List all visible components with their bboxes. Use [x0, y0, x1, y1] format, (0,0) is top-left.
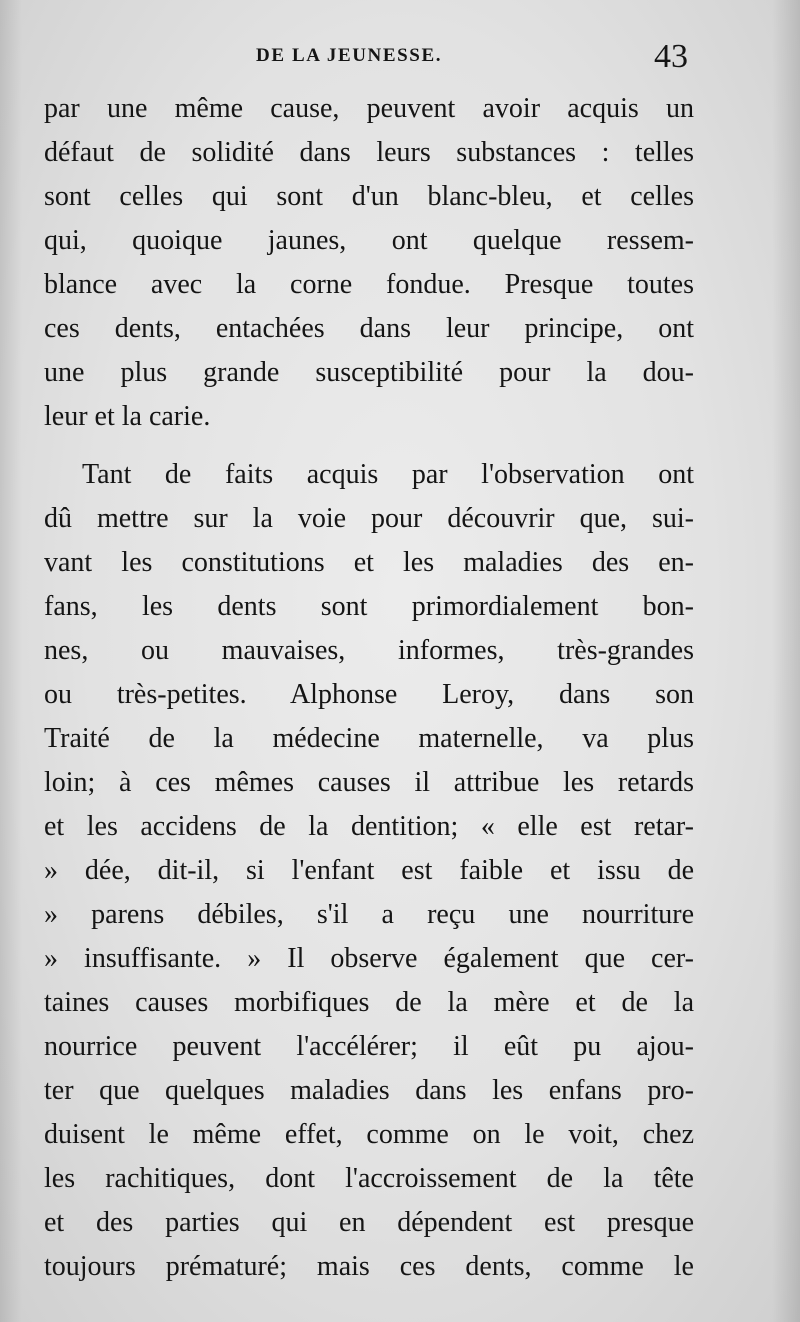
text-line: nourrice peuvent l'accélérer; il eût pu ajou-	[44, 1031, 694, 1062]
text-line: » parens débiles, s'il a reçu une nourriture	[44, 899, 694, 930]
running-title: DE LA JEUNESSE.	[256, 45, 443, 66]
text-line: dû mettre sur la voie pour découvrir que, sui-	[44, 503, 694, 534]
text-line: loin; à ces mêmes causes il attribue les retards	[44, 767, 694, 798]
text-line: qui, quoique jaunes, ont quelque ressem-	[44, 225, 694, 256]
text-line: défaut de solidité dans leurs substances : telles	[44, 137, 694, 168]
page-edge-shadow	[772, 0, 800, 1322]
text-line: ces dents, entachées dans leur principe, ont	[44, 313, 694, 344]
body-text	[44, 87, 694, 1289]
text-line: Tant de faits acquis par l'observation ont	[82, 459, 694, 490]
text-line: et les accidens de la dentition; « elle est retar-	[44, 811, 694, 842]
text-line: vant les constitutions et les maladies des en-	[44, 547, 694, 578]
text-line: » dée, dit-il, si l'enfant est faible et issu de	[44, 855, 694, 886]
text-line: duisent le même effet, comme on le voit, chez	[44, 1119, 694, 1150]
running-head	[44, 38, 694, 82]
text-line: ou très-petites. Alphonse Leroy, dans son	[44, 679, 694, 710]
page-number: 43	[654, 38, 688, 75]
text-line: toujours prématuré; mais ces dents, comme le	[44, 1251, 694, 1282]
text-line: ter que quelques maladies dans les enfans pro-	[44, 1075, 694, 1106]
text-line: leur et la carie.	[44, 401, 211, 432]
text-line: blance avec la corne fondue. Presque toutes	[44, 269, 694, 300]
page-gutter-shadow	[0, 0, 22, 1322]
text-line: fans, les dents sont primordialement bon-	[44, 591, 694, 622]
text-line: et des parties qui en dépendent est presque	[44, 1207, 694, 1238]
text-line: les rachitiques, dont l'accroissement de la tête	[44, 1163, 694, 1194]
paragraph-gap	[44, 439, 694, 453]
text-line: une plus grande susceptibilité pour la dou-	[44, 357, 694, 388]
text-line: taines causes morbifiques de la mère et de la	[44, 987, 694, 1018]
text-line: Traité de la médecine maternelle, va plus	[44, 723, 694, 754]
text-line: » insuffisante. » Il observe également que cer-	[44, 943, 694, 974]
text-line: par une même cause, peuvent avoir acquis un	[44, 93, 694, 124]
text-line: nes, ou mauvaises, informes, très-grandes	[44, 635, 694, 666]
text-line: sont celles qui sont d'un blanc-bleu, et celles	[44, 181, 694, 212]
